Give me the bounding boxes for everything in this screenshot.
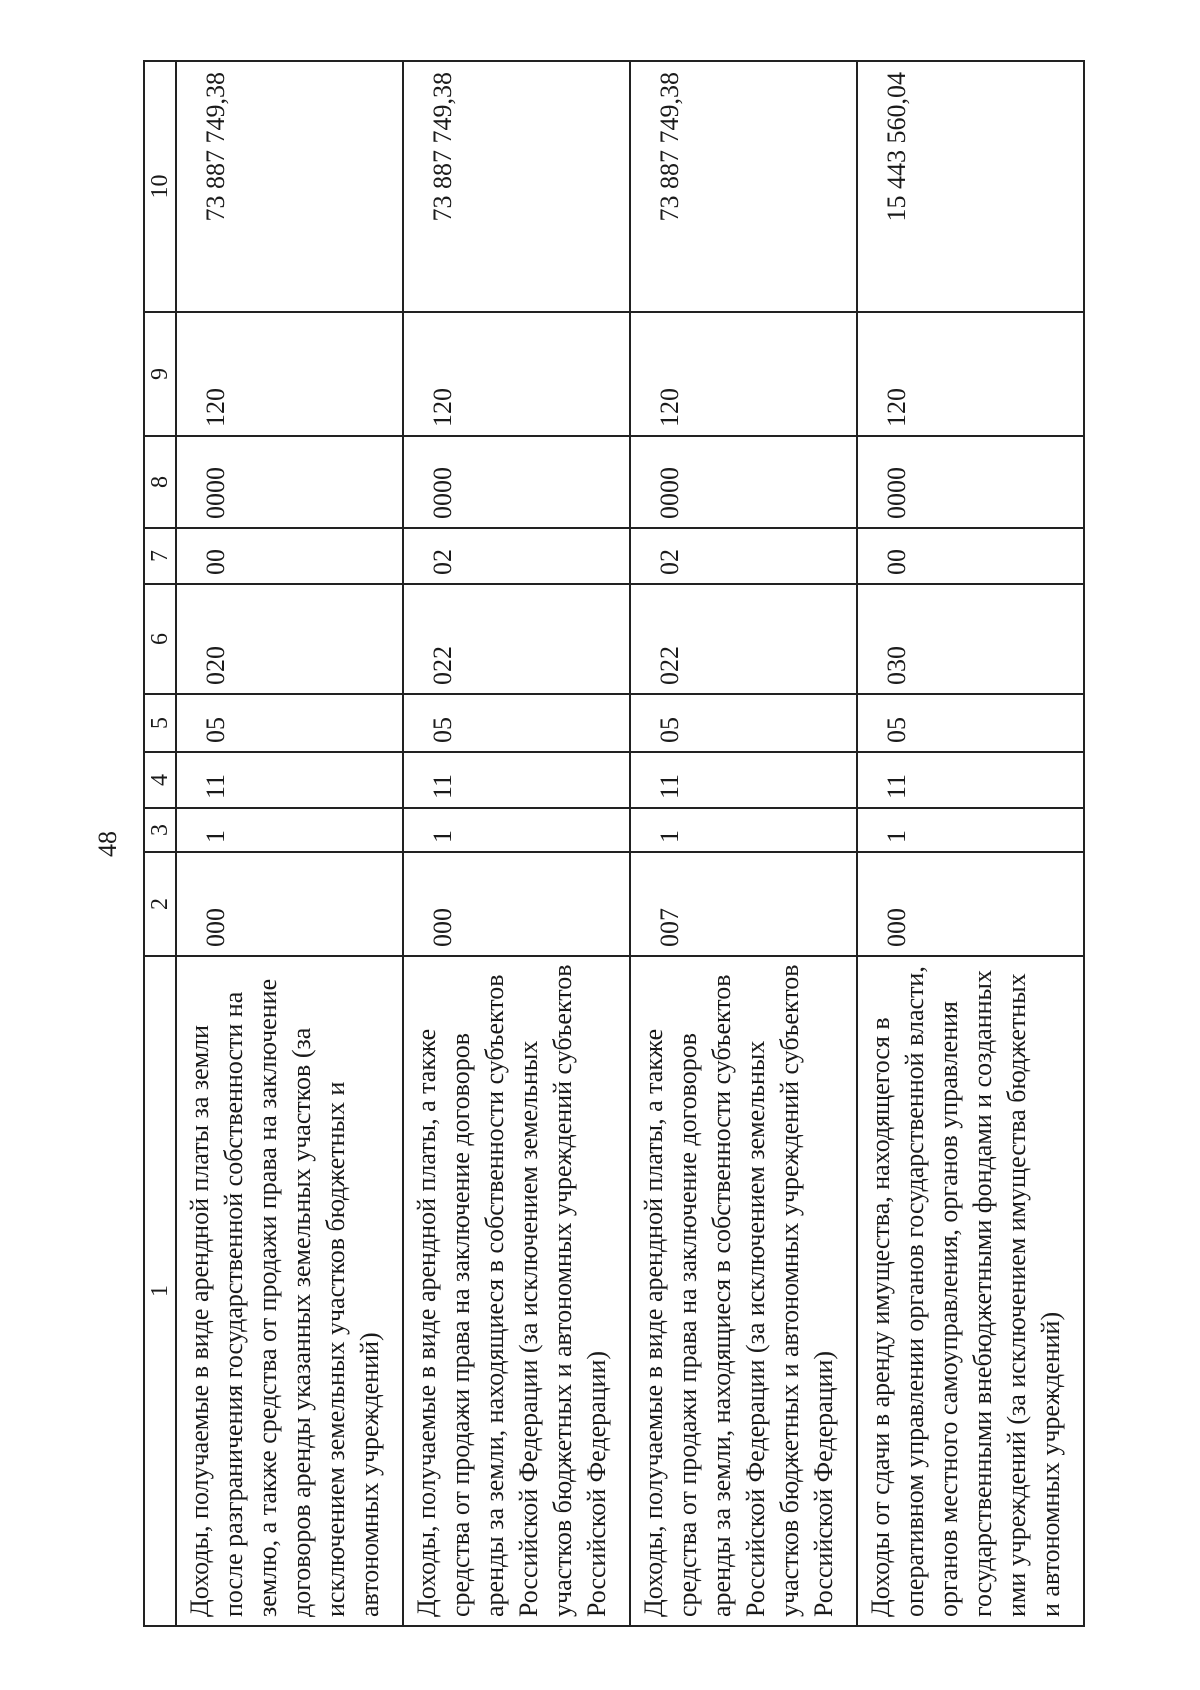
- row-code-5: 05: [857, 694, 1084, 752]
- revenue-table-container: [143, 62, 1085, 1627]
- col-header-3: 3: [144, 808, 176, 852]
- row-code-2: 000: [403, 852, 630, 956]
- row-code-8: 0000: [176, 436, 403, 528]
- row-code-8: 0000: [630, 436, 857, 528]
- row-description: Доходы от сдачи в аренду имущества, находящегося в оперативном управлении органов государственной власти, органов местного самоуправления, органов управления государственными внебюджетными фондами и созданных ими учреждений (за исключением имущества бюджетных и автономных учреждений): [857, 956, 1084, 1626]
- table-row: [857, 61, 1084, 1626]
- row-code-7: 00: [857, 528, 1084, 584]
- row-code-5: 05: [403, 694, 630, 752]
- row-code-6: 022: [630, 584, 857, 694]
- col-header-1: 1: [144, 956, 176, 1626]
- row-description: Доходы, получаемые в виде арендной платы за земли после разграничения государственной собственности на землю, а также средства от продажи права на заключение договоров аренды указанных земельных участков (за исключением земельных участков бюджетных и автономных учреждений): [176, 956, 403, 1626]
- row-code-4: 11: [630, 752, 857, 808]
- col-header-10: 10: [144, 61, 176, 312]
- row-description: Доходы, получаемые в виде арендной платы, а также средства от продажи права на заключение договоров аренды за земли, находящиеся в собственности субъектов Российской Федерации (за исключением земельных участков бюджетных и автономных учреждений субъектов Российской Федерации): [630, 956, 857, 1626]
- row-code-4: 11: [176, 752, 403, 808]
- row-description: Доходы, получаемые в виде арендной платы, а также средства от продажи права на заключение договоров аренды за земли, находящиеся в собственности субъектов Российской Федерации (за исключением земельных участков бюджетных и автономных учреждений субъектов Российской Федерации): [403, 956, 630, 1626]
- row-amount: 73 887 749,38: [630, 61, 857, 312]
- row-code-6: 022: [403, 584, 630, 694]
- row-amount: 15 443 560,04: [857, 61, 1084, 312]
- col-header-8: 8: [144, 436, 176, 528]
- row-code-9: 120: [403, 312, 630, 436]
- row-code-6: 030: [857, 584, 1084, 694]
- col-header-6: 6: [144, 584, 176, 694]
- row-code-4: 11: [403, 752, 630, 808]
- col-header-2: 2: [144, 852, 176, 956]
- row-code-8: 0000: [403, 436, 630, 528]
- table-row: [630, 61, 857, 1626]
- row-code-4: 11: [857, 752, 1084, 808]
- row-code-7: 00: [176, 528, 403, 584]
- row-code-5: 05: [176, 694, 403, 752]
- row-code-7: 02: [630, 528, 857, 584]
- row-code-7: 02: [403, 528, 630, 584]
- table-row: [176, 61, 403, 1626]
- row-code-2: 000: [176, 852, 403, 956]
- row-amount: 73 887 749,38: [176, 61, 403, 312]
- row-code-3: 1: [630, 808, 857, 852]
- row-code-3: 1: [857, 808, 1084, 852]
- row-code-2: 000: [857, 852, 1084, 956]
- row-code-6: 020: [176, 584, 403, 694]
- col-header-9: 9: [144, 312, 176, 436]
- row-code-9: 120: [630, 312, 857, 436]
- col-header-4: 4: [144, 752, 176, 808]
- row-code-8: 0000: [857, 436, 1084, 528]
- row-code-9: 120: [857, 312, 1084, 436]
- row-code-3: 1: [403, 808, 630, 852]
- table-row: [403, 61, 630, 1626]
- col-header-5: 5: [144, 694, 176, 752]
- row-code-9: 120: [176, 312, 403, 436]
- row-code-3: 1: [176, 808, 403, 852]
- row-amount: 73 887 749,38: [403, 61, 630, 312]
- revenue-table: [143, 60, 1085, 1627]
- header-row: [144, 61, 176, 1626]
- page-number: 48: [93, 831, 122, 857]
- col-header-7: 7: [144, 528, 176, 584]
- row-code-2: 007: [630, 852, 857, 956]
- row-code-5: 05: [630, 694, 857, 752]
